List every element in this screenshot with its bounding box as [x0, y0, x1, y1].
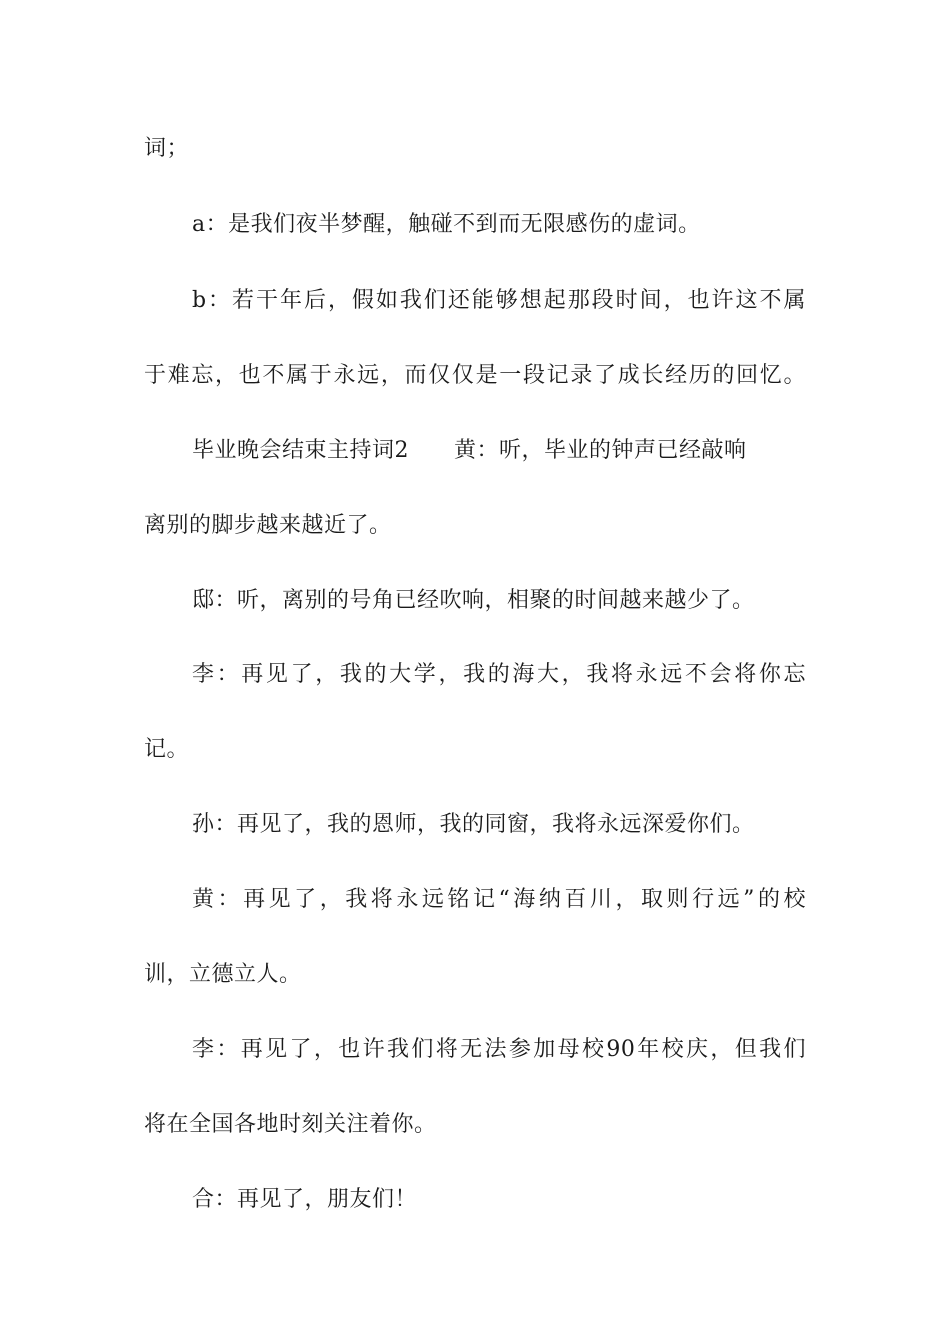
text-line-12: 训，立德立人。 [144, 962, 302, 987]
text-line-5: 毕业晚会结束主持词2 黄：听，毕业的钟声已经敲响 [192, 438, 747, 463]
text-line-2: a：是我们夜半梦醒，触碰不到而无限感伤的虚词。 [192, 212, 701, 237]
text-line-15: 合：再见了，朋友们！ [192, 1187, 418, 1212]
text-line-1: 词； [144, 136, 190, 161]
text-line-8: 李：再见了，我的大学，我的海大，我将永远不会将你忘 [192, 662, 806, 687]
text-line-11: 黄：再见了，我将永远铭记“海纳百川，取则行远”的校 [192, 887, 806, 912]
text-line-10: 孙：再见了，我的恩师，我的同窗，我将永远深爱你们。 [192, 812, 755, 837]
text-line-3: b：若干年后，假如我们还能够想起那段时间，也许这不属 [192, 288, 806, 313]
text-line-4: 于难忘，也不属于永远，而仅仅是一段记录了成长经历的回忆。 [144, 363, 806, 388]
text-line-7: 邸：听，离别的号角已经吹响，相聚的时间越来越少了。 [192, 588, 755, 613]
text-line-9: 记。 [144, 737, 190, 762]
text-line-6: 离别的脚步越来越近了。 [144, 513, 392, 538]
text-line-14: 将在全国各地时刻关注着你。 [144, 1112, 437, 1137]
text-line-13: 李：再见了，也许我们将无法参加母校90年校庆，但我们 [192, 1037, 806, 1062]
